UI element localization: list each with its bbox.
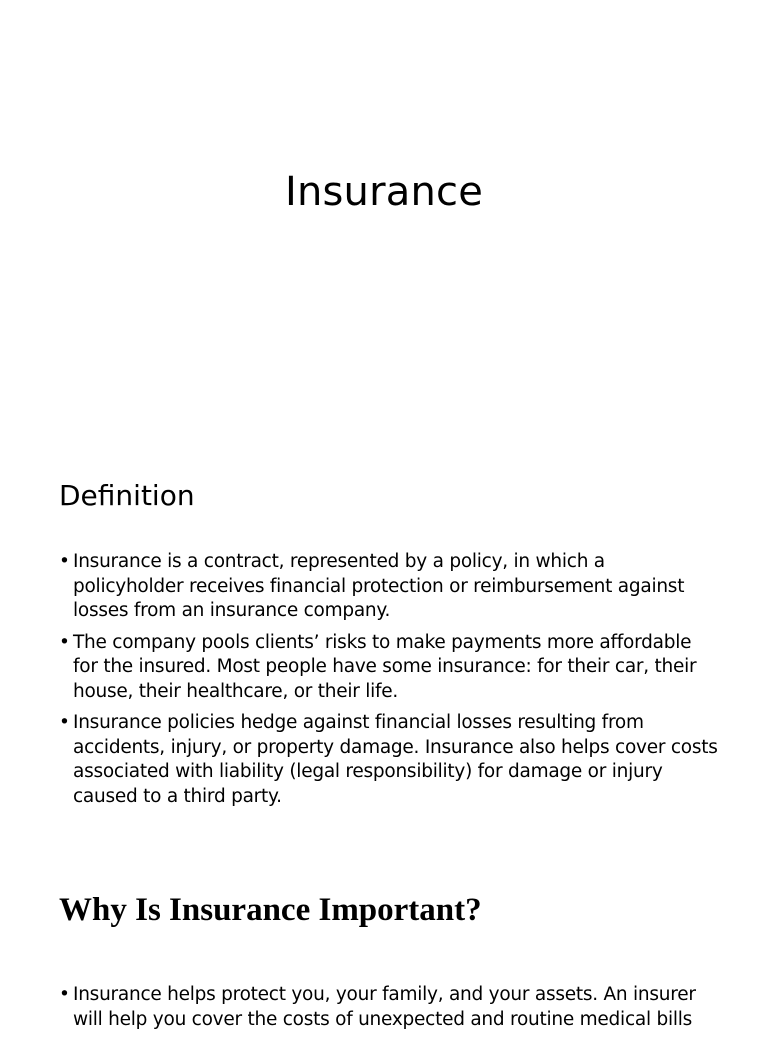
title-slide (0, 0, 768, 440)
slide-title: Insurance (284, 169, 484, 215)
list-item: • Insurance is a contract, represented by a policy, in which a policyholder receives financial protection or reimbursement against losses from an insurance company. (59, 550, 719, 624)
definition-heading: Definition (59, 479, 195, 512)
definition-bullet-list (59, 550, 719, 816)
list-item: • Insurance policies hedge against financial losses resulting from accidents, injury, or property damage. Insurance also helps cover costs associated with liability (legal responsibility) for damage or injury caused to a third party. (59, 711, 719, 809)
definition-slide (0, 440, 768, 840)
list-item: • The company pools clients’ risks to make payments more affordable for the insured. Most people have some insurance: for their car, their house, their healthcare, or their life. (59, 631, 719, 705)
importance-slide (0, 840, 768, 1030)
importance-bullet-list (59, 983, 719, 1039)
importance-heading: Why Is Insurance Important? (59, 892, 482, 928)
list-item: • Insurance helps protect you, your family, and your assets. An insurer will help you cover the costs of unexpected and routine medical bills (59, 983, 719, 1032)
